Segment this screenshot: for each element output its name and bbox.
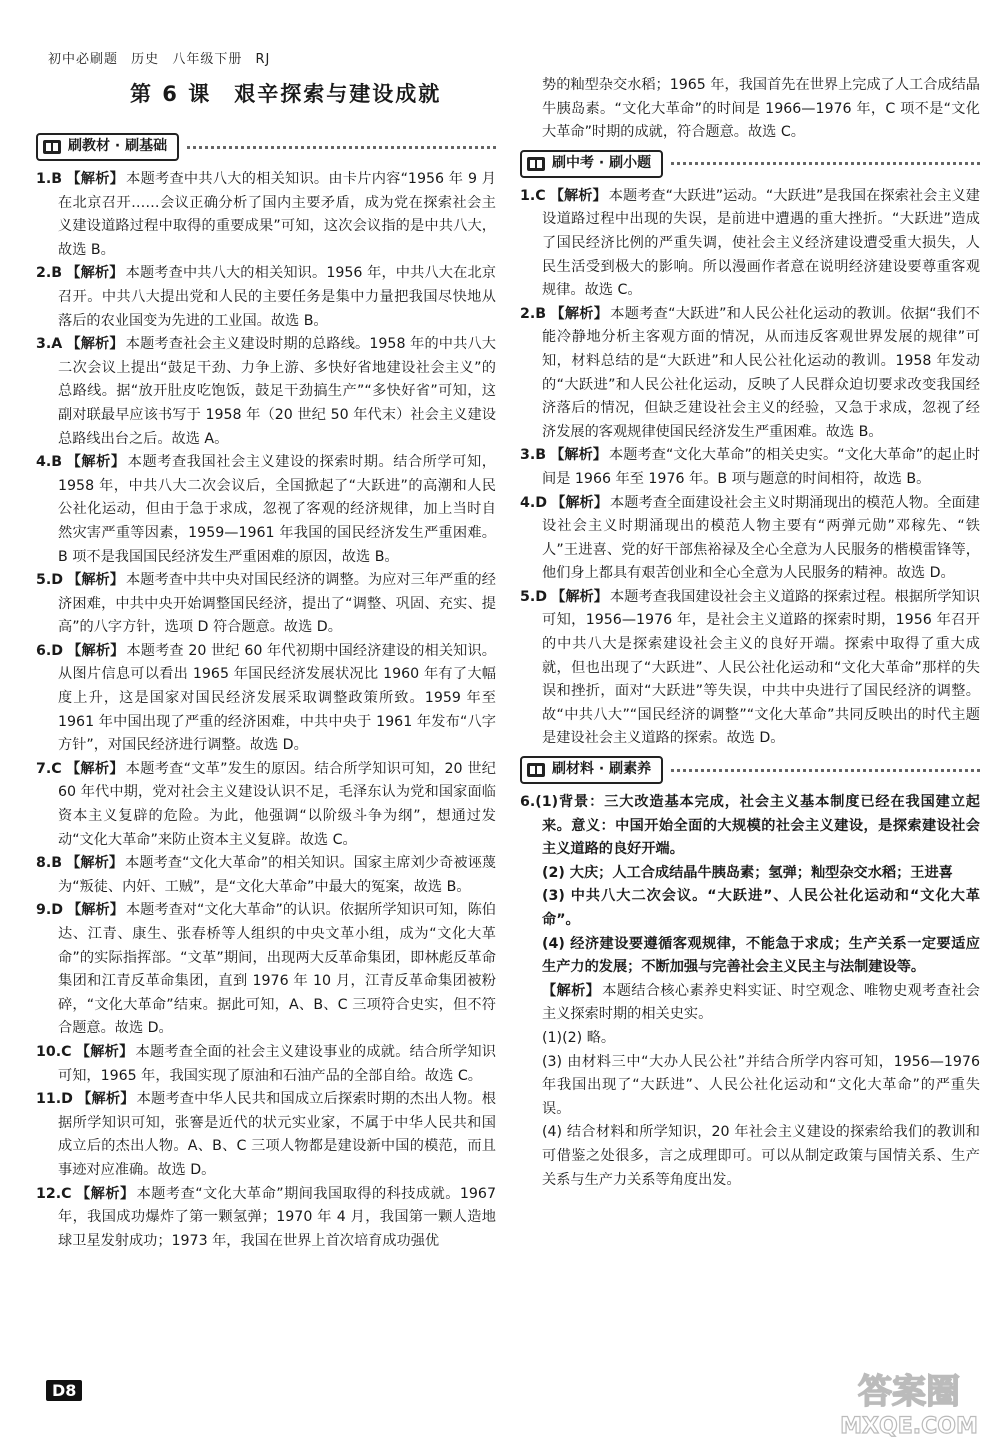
analysis-tag: 【解析】 [551,494,609,511]
page-number: D8 [46,1380,82,1401]
continued-text: 势的籼型杂交水稻；1965 年，我国首先在世界上完成了人工合成结晶牛胰岛素。“文化大革命”的时间是 1966—1976 年，C 项不是“文化大革命”时期的成就，符合题意。故选 C。 [542,77,980,141]
answer-item [36,899,496,1041]
answer-item [520,185,980,303]
analysis-tag: 【解析】 [67,902,124,919]
answer-text: 本题考查中共八大的相关知识。由卡片内容“1956 年 9 月在北京召开……会议正确分析了国内主要矛盾，成为党在探索社会主义建设道路过程中取得的重要成果”可知，这次会议指的是中共八大，故选 B。 [58,171,496,258]
q6-explain-12: (1)(2) 略。 [542,1029,616,1046]
question-number: 5. [36,572,52,589]
answer-letter: D [535,494,548,511]
answer-text: 本题考查“文革”发生的原因。结合所学知识可知，20 世纪 60 年代中期，党对社会主义建设认识不足，毛泽东认为党和国家面临资本主义复辟的危险。为此，他强调“以阶级斗争为纲”，想通过发动“文化大革命”来防止资本主义复辟。故选 C。 [58,760,496,848]
answer-text: 本题考查中华人民共和国成立后探索时期的杰出人物。根据所学知识可知，张謇是近代的状元实业家，不属于中华人民共和国成立后的杰出人物。A、B、C 三项人物都是建设新中国的模范，而且事迹对应准确。故选 D。 [58,1091,496,1178]
analysis-tag: 【解析】 [67,642,125,659]
analysis-text: 本题结合核心素养史料实证、时空观念、唯物史观考查社会主义探索时期的相关史实。 [542,982,980,1023]
answer-letter: C [61,1185,72,1202]
section-divider [187,146,496,149]
answer-text: 本题考查“大跃进”运动。“大跃进”是我国在探索社会主义建设道路过程中出现的失误，是前进中遭遇的重大挫折。“大跃进”造成了国民经济比例的严重失调，使社会主义经济建设遭受重大损失，人民生活受到极大的影响。所以漫画作者意在说明经济建设要尊重客观规律。故选 C。 [542,187,980,299]
question-number: 3. [36,336,52,353]
answer-letter: D [61,1091,73,1108]
answer-text: 本题考查 20 世纪 60 年代初期中国经济建设的相关知识。从图片信息可以看出 1965 年国民经济发展状况比 1960 年有了大幅度上升，这是国家对国民经济发展采取调整政策所致。1959 年至 1961 年中国出现了严重的经济困难，中共中央于 1961 年发布“八字方针”，对国民经济进行调整。故选 D。 [58,642,496,754]
question-number: 5. [520,588,536,605]
section-title: 刷材料 · 刷素养 [552,761,652,778]
question-number: 4. [520,494,536,511]
answer-letter: B [535,447,547,464]
answer-letter: D [535,588,548,605]
answer-letter: B [51,171,63,187]
q6-answer-1 [520,791,980,862]
section-badge [520,150,663,178]
question-number: 2. [36,265,52,282]
answer-item [36,262,496,333]
answer-item [36,640,496,758]
section-badge [520,756,663,784]
answer-text: 本题考查中共中央对国民经济的调整。为应对三年严重的经济困难，中共中央开始调整国民经济，提出了“调整、巩固、充实、提高”的八字方针，选项 D 符合题意。故选 D。 [58,572,496,636]
answer-item [36,333,496,451]
section-badge [36,133,179,161]
answer-item [520,303,980,445]
analysis-tag: 【解析】 [551,588,609,605]
section-banner-exam [520,149,980,179]
analysis-tag: 【解析】 [65,760,124,777]
analysis-tag: 【解析】 [550,447,608,464]
answer-letter: A [51,336,63,353]
answer-item [36,1088,496,1182]
lesson-title: 第 6 课 艰辛探索与建设成就 [130,82,442,106]
answer-text: 本题考查中共八大的相关知识。1956 年，中共八大在北京召开。中共八大提出党和人民的主要任务是集中力量把我国尽快地从落后的农业国变为先进的工业国。故选 B。 [58,265,496,329]
book-icon [526,155,546,173]
section-title: 刷中考 · 刷小题 [552,154,652,171]
analysis-tag: 【解析】 [66,336,124,353]
answer-text: 本题考查社会主义建设时期的总路线。1958 年的中共八大二次会议上提出“鼓足干劲、力争上游、多快好省地建设社会主义”的总路线。据“放开肚皮吃饱饭，鼓足干劲搞生产”“多快好省”可知，这副对联最早应该书写于 1958 年（20 世纪 50 年代末）社会主义建设总路线出台之后。故选 A。 [58,336,496,447]
question-number: 2. [520,305,536,322]
question-number: 4. [36,454,52,471]
section-banner-basic [36,132,496,162]
answer-letter: C [535,187,546,204]
answer-text: 本题考查全面的社会主义建设事业的成就。结合所学知识可知，1965 年，我国实现了原油和石油产品的全部自给。故选 C。 [58,1043,496,1084]
answer-item [36,1183,496,1254]
question-number: 9. [36,902,52,919]
q6-explain-4: (4) 结合材料和所学知识，20 年社会主义建设的探索给我们的教训和可借鉴之处很多，言之成理即可。可以从制定政策与国情关系、生产关系与生产力关系等角度出发。 [542,1124,980,1188]
answer-letter: C [51,760,62,777]
question-number: 6. [520,794,536,811]
answer-letter: D [51,902,64,919]
answer-letter: B [535,305,547,322]
answer-letter: B [51,265,63,282]
answer-text: 本题考查“文化大革命”的相关史实。“文化大革命”的起止时间是 1966 年至 1976 年。B 项与题意的时间相符，故选 B。 [542,447,980,487]
q6-answer-3: (3) 中共八大二次会议。“大跃进”、人民公社化运动和“文化大革命”。 [542,888,980,928]
q6-explain-3: (3) 由材料三中“大办人民公社”并结合所学内容可知，1956—1976 年我国出现了“大跃进”、人民公社化运动和“文化大革命”的严重失误。 [542,1053,980,1117]
q6-answer-4: (4) 经济建设要遵循客观规律，不能急于求成；生产关系一定要适应生产力的发展；不断加强与完善社会主义民主与法制建设等。 [542,935,980,976]
analysis-tag: 【解析】 [66,855,124,872]
analysis-tag: 【解析】 [542,982,601,999]
question-number: 11. [36,1091,62,1108]
analysis-tag: 【解析】 [76,1091,135,1108]
answer-item [36,758,496,852]
analysis-tag: 【解析】 [66,265,124,282]
answer-text: 本题考查全面建设社会主义时期涌现出的模范人物。全面建设社会主义时期涌现出的模范人物主要有“两弹元勋”邓稼先、“铁人”王进喜、党的好干部焦裕禄及全心全意为人民服务的楷模雷锋等，他们身上都具有艰苦创业和全心全意为人民服务的精神。故选 D。 [542,494,980,582]
answer-item [36,168,496,262]
answer-item [36,852,496,899]
left-column [36,128,496,1253]
question-number: 1. [520,187,536,204]
analysis-tag: 【解析】 [75,1043,134,1060]
edition-name: RJ [255,52,271,67]
answer-letter: D [51,642,64,659]
book-icon [526,761,546,779]
answer-text: 本题考查“文化大革命”期间我国取得的科技成就。1967 年，我国成功爆炸了第一颗氢弹；1970 年 4 月，我国第一颗人造地球卫星发射成功；1973 年，我国在世界上首次培育成功强优 [58,1185,496,1249]
question-number: 10. [36,1043,62,1060]
answer-text: 本题考查我国社会主义建设的探索时期。结合所学可知，1958 年，中共八大二次会议后，全国掀起了“大跃进”的高潮和人民公社化运动，但由于急于求成，忽视了客观的经济规律，加上当时自然灾害严重等因素，1959—1961 年我国的国民经济发生严重困难。B 项不是我国国民经济发生严重困难的原因，故选 B。 [58,454,496,565]
answer-text: 本题考查我国建设社会主义道路的探索过程。根据所学知识可知，1956—1976 年，是社会主义道路的探索时期，1956 年召开的中共八大是探索建设社会主义的良好开端。探索中取得了重大成就，但也出现了“大跃进”、人民公社化运动和“文化大革命”那样的失误和挫折，面对“大跃进”等失误，中共中央进行了国民经济的调整。故“中共八大”“国民经济的调整”“文化大革命”共同反映出的时代主题是建设社会主义道路的探索。故选 D。 [542,588,980,747]
watermark-logo [834,1361,984,1441]
series-name: 初中必刷题 [48,52,119,67]
book-icon [42,138,62,156]
svg-text:答案圈: 答案圈 [858,1372,960,1412]
answer-item [36,451,496,569]
answer-letter: B [51,454,63,471]
answer-letter: D [51,572,64,589]
analysis-tag: 【解析】 [550,305,609,322]
section-divider [671,769,980,772]
question-number: 1. [36,171,52,187]
answer-item [36,1041,496,1088]
question-number: 12. [36,1185,62,1202]
section-title: 刷教材 · 刷基础 [68,138,168,155]
answer-item [520,492,980,586]
answer-text: 背景：三大改造基本完成，社会主义基本制度已经在我国建立起来。意义：中国开始全面的大规模的社会主义建设，是探索建设社会主义道路的良好开端。 [542,794,980,858]
grade-name: 八年级下册 [172,52,243,67]
section-divider [671,162,980,165]
answer-item [520,444,980,491]
analysis-tag: 【解析】 [549,187,607,204]
analysis-tag: 【解析】 [66,454,126,471]
sub-label: (1) [535,794,559,811]
section-banner-material [520,755,980,785]
answer-text: 本题考查对“文化大革命”的认识。依据所学知识可知，陈伯达、江青、康生、张春桥等人组织的中央文革小组，成为“文化大革命”的实际指挥部。“文革”期间，出现两大反革命集团，即林彪反革命集团和江青反革命集团，直到 1976 年 10 月，江青反革命集团被粉碎，“文化大革命”结束。据此可知，A、B、C 三项符合史实，但不符合题意。故选 D。 [58,902,496,1037]
question-number: 3. [520,447,536,464]
analysis-tag: 【解析】 [75,1185,135,1202]
analysis-tag: 【解析】 [67,572,125,589]
answer-item [520,586,980,751]
q6-analysis [520,980,980,1027]
answer-item [36,569,496,640]
svg-text:MXQE.COM: MXQE.COM [840,1414,978,1439]
subject-name: 历史 [131,52,160,67]
q6-answer-2: (2) 大庆；人工合成结晶牛胰岛素；氢弹；籼型杂交水稻；王进喜 [542,864,953,881]
page-header [48,48,278,67]
question-number: 8. [36,855,52,872]
answer-letter: C [61,1043,72,1060]
right-column [520,74,980,1192]
question-number: 7. [36,760,52,777]
analysis-tag: 【解析】 [66,171,125,187]
question-number: 6. [36,642,52,659]
answer-text: 本题考查“文化大革命”的相关知识。国家主席刘少奇被诬蔑为“叛徒、内奸、工贼”，是“文化大革命”中最大的冤案，故选 B。 [58,855,496,895]
answer-text: 本题考查“大跃进”和人民公社化运动的教训。依据“我们不能冷静地分析主客观方面的情况，从而违反客观世界发展的规律”可知，材料总结的是“大跃进”和人民公社化运动的教训。1958 年发动的“大跃进”和人民公社化运动，反映了人民群众迫切要求改变我国经济落后的情况，但缺乏建设社会主义的经验，又急于求成，忽视了经济发展的客观规律使国民经济发生严重困难。故选 B。 [542,305,980,440]
answer-letter: B [51,855,63,872]
